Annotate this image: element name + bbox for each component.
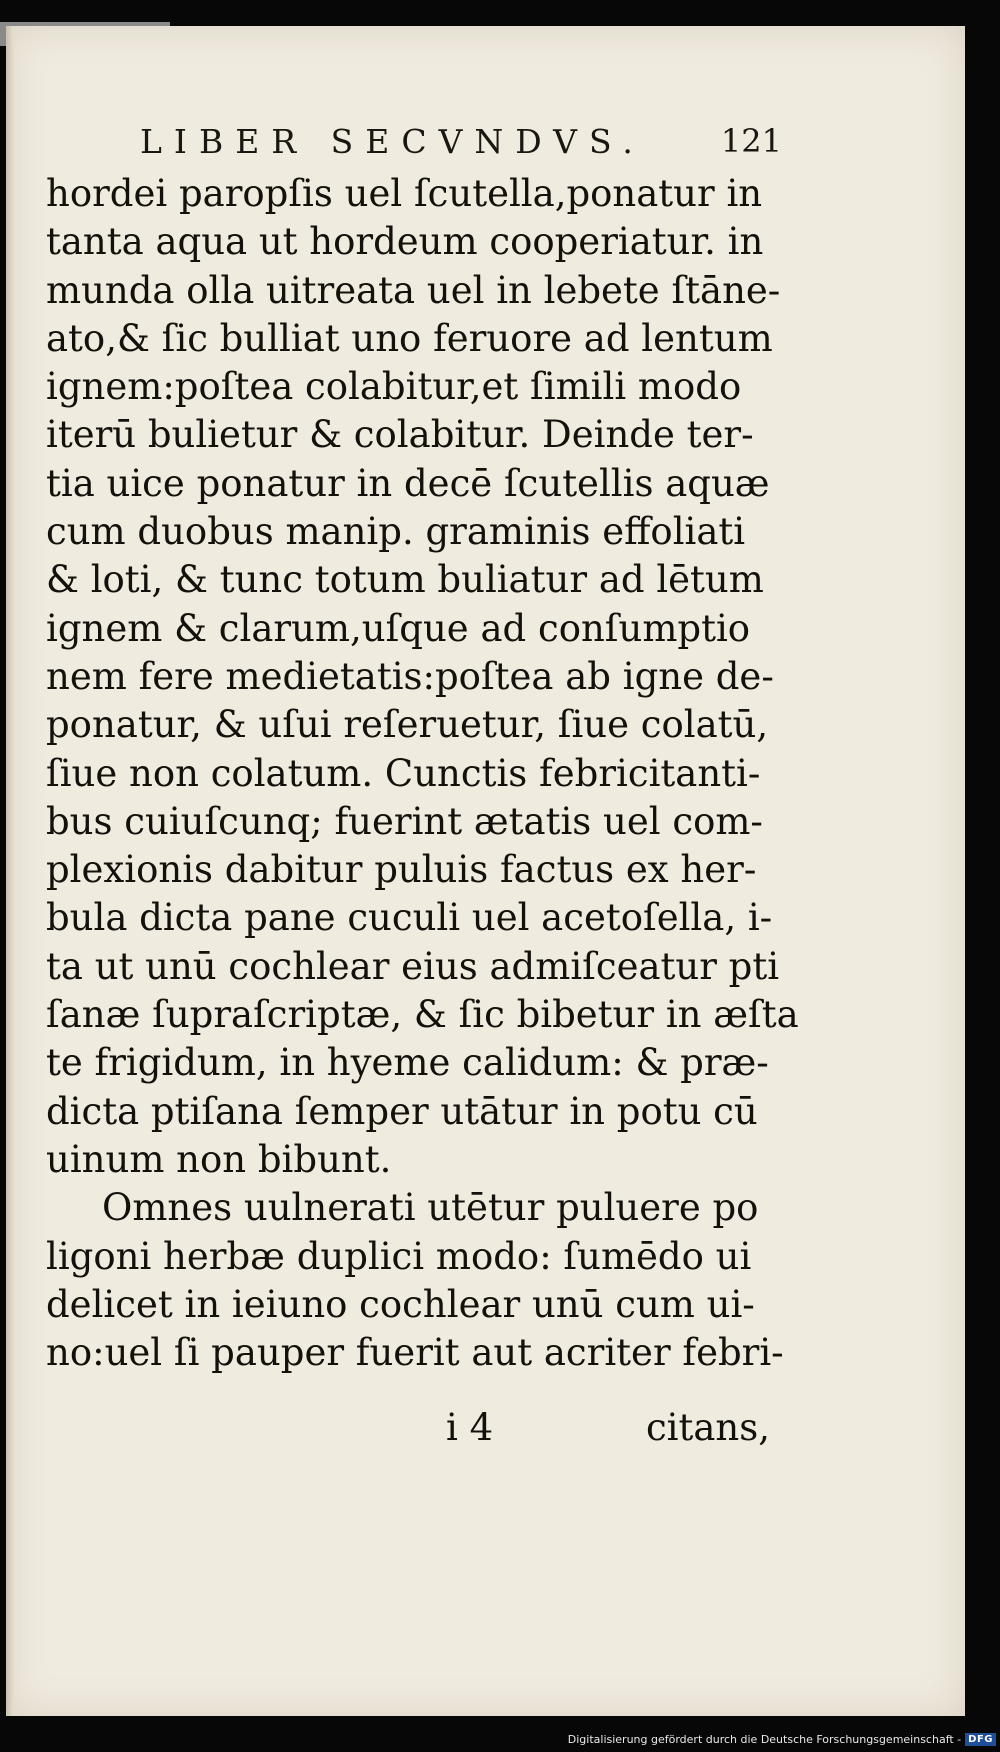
text-line: cum duobus manip. graminis effoliati (46, 510, 746, 554)
text-line: uinum non bibunt. (46, 1137, 392, 1181)
text-line: dicta ptiſana ſemper utātur in potu cū (46, 1089, 758, 1133)
text-line-paragraph-start: Omnes uulnerati utētur puluere po (102, 1186, 759, 1230)
text-line: ſiue non colatum. Cunctis febricitanti- (46, 751, 761, 795)
text-line: hordei paropſis uel ſcutella,ponatur in (46, 172, 763, 215)
text-line: ta ut unū cochlear eius admiſceatur pti (46, 944, 780, 988)
page-header (140, 118, 780, 168)
text-line: delicet in ieiuno cochlear unū cum ui- (46, 1282, 755, 1326)
text-line: & loti, & tunc totum buliatur ad lētum (46, 558, 764, 602)
text-line: ignem:poſtea colabitur,et ſimili modo (46, 365, 742, 409)
text-line: plexionis dabitur puluis factus ex her- (46, 848, 757, 892)
credit-text: Digitalisierung gefördert durch die Deutsche Forschungsgemeinschaft - (567, 1732, 962, 1746)
text-line: ato,& ſic bulliat uno feruore ad lentum (46, 316, 773, 360)
text-line: te frigidum, in hyeme calidum: & præ- (46, 1041, 769, 1085)
text-line: ignem & clarum,uſque ad conſumptio (46, 606, 751, 650)
text-line: tia uice ponatur in decē ſcutellis aquæ (46, 461, 770, 505)
text-line: nem fere medietatis:poſtea ab igne de- (46, 654, 774, 698)
page-number: 121 (720, 122, 782, 160)
text-line: ponatur, & uſui reſeruetur, ſiue colatū, (46, 703, 769, 747)
page-gutter-edge (6, 26, 14, 1716)
text-line: bus cuiuſcunq; fuerint ætatis uel com- (46, 799, 763, 843)
page-footer (46, 1406, 770, 1454)
text-line: no:uel ſi pauper fuerit aut acriter febri- (46, 1331, 784, 1375)
text-line: tanta aqua ut hordeum cooperiatur. in (46, 220, 764, 264)
running-head: LIBER SECVNDVS. (140, 122, 645, 161)
signature-mark: i 4 (446, 1406, 494, 1449)
dfg-logo: DFG (965, 1733, 996, 1746)
text-line: ſanæ ſupraſcriptæ, & ſic bibetur in æſta (46, 993, 799, 1037)
text-line: iterū bulietur & colabitur. Deinde ter- (46, 413, 754, 457)
digitization-credit (568, 1728, 996, 1750)
text-line: ligoni herbæ duplici modo: ſumēdo ui (46, 1234, 752, 1278)
text-line: bula dicta pane cuculi uel acetoſella, i- (46, 896, 773, 940)
text-line: munda olla uitreata uel in lebete ſtāne- (46, 268, 781, 312)
main-text (46, 170, 799, 1377)
catchword: citans, (645, 1406, 770, 1449)
